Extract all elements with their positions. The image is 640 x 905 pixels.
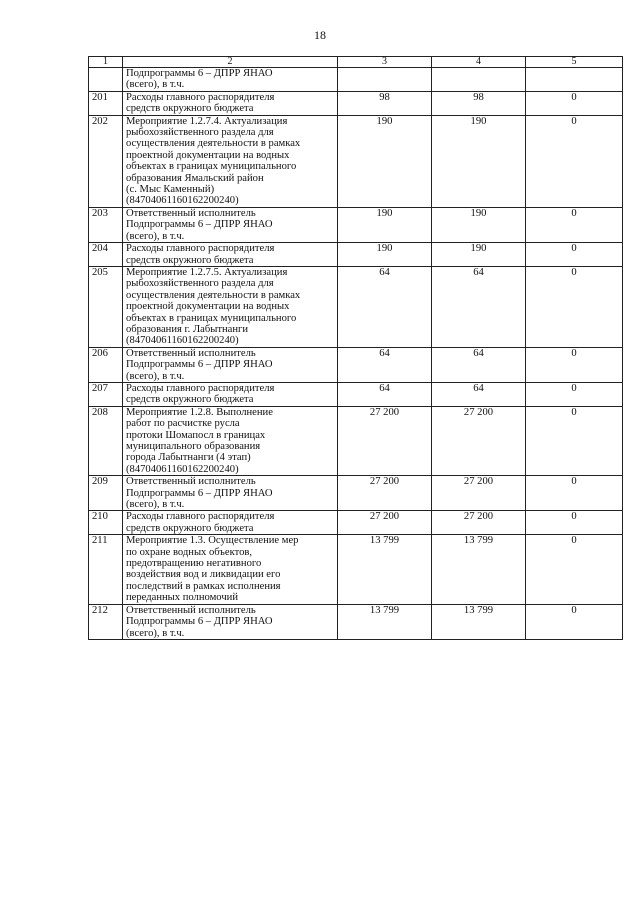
row-number: 203 [89, 207, 123, 242]
table-row [89, 382, 623, 406]
row-number: 205 [89, 266, 123, 347]
row-value-col-4: 13 799 [432, 535, 526, 604]
row-number: 212 [89, 604, 123, 639]
row-description: Ответственный исполнитель Подпрограммы 6 – ДПРР ЯНАО (всего), в т.ч. [123, 476, 338, 511]
row-value-col-4: 27 200 [432, 476, 526, 511]
row-value-col-3: 64 [338, 347, 432, 382]
row-number: 210 [89, 511, 123, 535]
row-value-col-3: 27 200 [338, 406, 432, 475]
row-value-col-3: 190 [338, 243, 432, 267]
row-value-col-4: 64 [432, 382, 526, 406]
row-description: Подпрограммы 6 – ДПРР ЯНАО (всего), в т.ч. [123, 68, 338, 92]
row-value-col-3: 13 799 [338, 535, 432, 604]
row-description: Расходы главного распорядителя средств окружного бюджета [123, 91, 338, 115]
table-row [89, 406, 623, 475]
page-number: 18 [314, 28, 326, 42]
header-col-4: 4 [432, 57, 526, 68]
row-number: 207 [89, 382, 123, 406]
row-number: 211 [89, 535, 123, 604]
header-col-3: 3 [338, 57, 432, 68]
table-row [89, 207, 623, 242]
table-row [89, 115, 623, 207]
row-value-col-5: 0 [526, 406, 623, 475]
row-value-col-3: 13 799 [338, 604, 432, 639]
table-row [89, 476, 623, 511]
row-value-col-5: 0 [526, 115, 623, 207]
row-value-col-3: 27 200 [338, 476, 432, 511]
row-description: Мероприятие 1.2.7.5. Актуализация рыбохозяйственного раздела для осуществления деятельности в рамках проектной документации на водных объектах в границах муниципального образования г. Лабытнанги (84704061160162200240) [123, 266, 338, 347]
row-value-col-4: 13 799 [432, 604, 526, 639]
header-col-2: 2 [123, 57, 338, 68]
row-value-col-4: 98 [432, 91, 526, 115]
row-value-col-4: 190 [432, 243, 526, 267]
row-value-col-3: 190 [338, 207, 432, 242]
row-value-col-4: 64 [432, 347, 526, 382]
row-description: Мероприятие 1.2.7.4. Актуализация рыбохозяйственного раздела для осуществления деятельности в рамках проектной документации на водных объектах в границах муниципального образования Ямальский район (с. Мыс Каменный) (84704061160162200240) [123, 115, 338, 207]
row-value-col-4: 190 [432, 115, 526, 207]
table-row [89, 604, 623, 639]
row-value-col-5: 0 [526, 604, 623, 639]
table-row [89, 68, 623, 92]
row-value-col-5: 0 [526, 476, 623, 511]
row-value-col-3: 190 [338, 115, 432, 207]
header-row [89, 57, 623, 68]
table-row [89, 347, 623, 382]
row-description: Расходы главного распорядителя средств окружного бюджета [123, 243, 338, 267]
header-col-1: 1 [89, 57, 123, 68]
row-value-col-3: 27 200 [338, 511, 432, 535]
row-description: Расходы главного распорядителя средств окружного бюджета [123, 511, 338, 535]
table-row [89, 266, 623, 347]
row-value-col-4: 27 200 [432, 406, 526, 475]
row-description: Мероприятие 1.3. Осуществление мер по охране водных объектов, предотвращению негативного воздействия вод и ликвидации его последствий в рамках исполнения переданных полномочий [123, 535, 338, 604]
row-number: 201 [89, 91, 123, 115]
header-col-5: 5 [526, 57, 623, 68]
row-number [89, 68, 123, 92]
row-value-col-5 [526, 68, 623, 92]
row-description: Ответственный исполнитель Подпрограммы 6 – ДПРР ЯНАО (всего), в т.ч. [123, 207, 338, 242]
row-number: 206 [89, 347, 123, 382]
budget-table [88, 56, 623, 640]
row-description: Ответственный исполнитель Подпрограммы 6 – ДПРР ЯНАО (всего), в т.ч. [123, 347, 338, 382]
row-value-col-3: 64 [338, 382, 432, 406]
row-number: 204 [89, 243, 123, 267]
row-value-col-5: 0 [526, 91, 623, 115]
row-description: Мероприятие 1.2.8. Выполнение работ по расчистке русла протоки Шомапосл в границах муниципального образования города Лабытнанги (4 этап) (84704061160162200240) [123, 406, 338, 475]
table-row [89, 535, 623, 604]
row-value-col-4: 27 200 [432, 511, 526, 535]
row-value-col-4: 190 [432, 207, 526, 242]
row-value-col-5: 0 [526, 535, 623, 604]
row-value-col-4 [432, 68, 526, 92]
row-description: Ответственный исполнитель Подпрограммы 6 – ДПРР ЯНАО (всего), в т.ч. [123, 604, 338, 639]
row-value-col-3: 98 [338, 91, 432, 115]
row-number: 209 [89, 476, 123, 511]
row-value-col-5: 0 [526, 511, 623, 535]
row-description: Расходы главного распорядителя средств окружного бюджета [123, 382, 338, 406]
row-number: 202 [89, 115, 123, 207]
row-value-col-4: 64 [432, 266, 526, 347]
table-row [89, 511, 623, 535]
row-value-col-5: 0 [526, 347, 623, 382]
row-value-col-5: 0 [526, 243, 623, 267]
row-number: 208 [89, 406, 123, 475]
row-value-col-5: 0 [526, 382, 623, 406]
table-row [89, 243, 623, 267]
row-value-col-3: 64 [338, 266, 432, 347]
table-row [89, 91, 623, 115]
row-value-col-5: 0 [526, 266, 623, 347]
row-value-col-3 [338, 68, 432, 92]
row-value-col-5: 0 [526, 207, 623, 242]
